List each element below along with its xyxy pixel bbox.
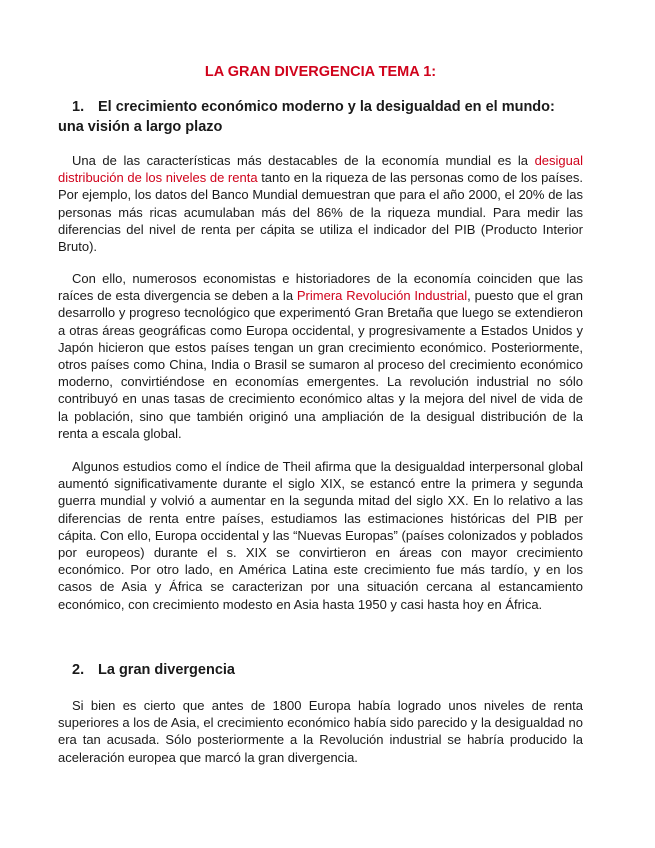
section-2-heading <box>58 660 583 680</box>
highlighted-term: desigual distribución de los niveles de renta <box>58 153 583 186</box>
section-1-heading <box>58 97 583 137</box>
text: tanto en la riqueza de las personas como de los países. Por ejemplo, los datos del Banco Mundial demuestran que para el año 2000, el 20% de las personas más ricas acumulaban más del 86% de la riqueza mundial. Para medir las diferencias del nivel de renta per cápita se utiliza el indicador del PIB (Producto Interior Bruto). <box>58 170 583 255</box>
paragraph-2 <box>58 270 583 442</box>
section-heading-text: El crecimiento económico moderno y la desigualdad en el mundo: una visión a largo plazo <box>58 99 555 135</box>
section-number: 1. <box>72 99 85 115</box>
paragraph-3: Algunos estudios como el índice de Theil afirma que la desigualdad interpersonal global aumentó significativamente durante el siglo XIX, se estancó entre la primera y segunda guerra mundial y volvió a aumentar en la segunda mitad del siglo XX. En lo relativo a las diferencias de renta entre países, estudiamos las estimaciones históricas del PIB per cápita. Con ello, Europa occidental y las “Nuevas Europas” (países colonizados y poblados por europeos) durante el s. XIX se convirtieron en áreas con mayor crecimiento económico. Por otro lado, en América Latina este crecimiento fue más tardío, y en los casos de Asia y África se caracterizan por una situación cercana al estancamiento económico, con crecimiento modesto en Asia hasta 1950 y casi hasta hoy en África. <box>58 459 583 612</box>
section-number: 2. <box>72 662 85 678</box>
paragraph-4: Si bien es cierto que antes de 1800 Europa había logrado unos niveles de renta superiores a los de Asia, el crecimiento económico había sido parecido y la desigualdad no era tan acusada. Sólo posteriormente a la Revolución industrial se habría producido la aceleración europea que marcó la gran divergencia. <box>58 698 583 765</box>
paragraph-1 <box>58 152 583 255</box>
highlighted-term: Primera Revolución Industrial <box>296 288 468 304</box>
section-heading-text: La gran divergencia <box>98 662 235 678</box>
text: , puesto que el gran desarrollo y progreso tecnológico que experimentó Gran Bretaña que luego se extendieron a otras áreas geográficas como Europa occidental, y progresivamente a Estados Unidos y Japón hicieron que estos países tengan un gran crecimiento económico. Posteriormente, otros países como China, India o Brasil se sumaron al proceso del crecimiento económico moderno, convirtiéndose en economías emergentes. La revolución industrial no sólo contribuyó en unas tasas de crecimiento económico altas y la mejora del nivel de vida de la población, sino que también originó una ampliación de la desigual distribución de la renta a escala global. <box>58 288 583 441</box>
text: Con ello, numerosos economistas e historiadores de la economía coinciden que las raíces de esta divergencia se deben a la <box>58 271 583 304</box>
text: Una de las características más destacables de la economía mundial es la <box>72 153 535 168</box>
document-title: LA GRAN DIVERGENCIA TEMA 1: <box>204 64 437 80</box>
